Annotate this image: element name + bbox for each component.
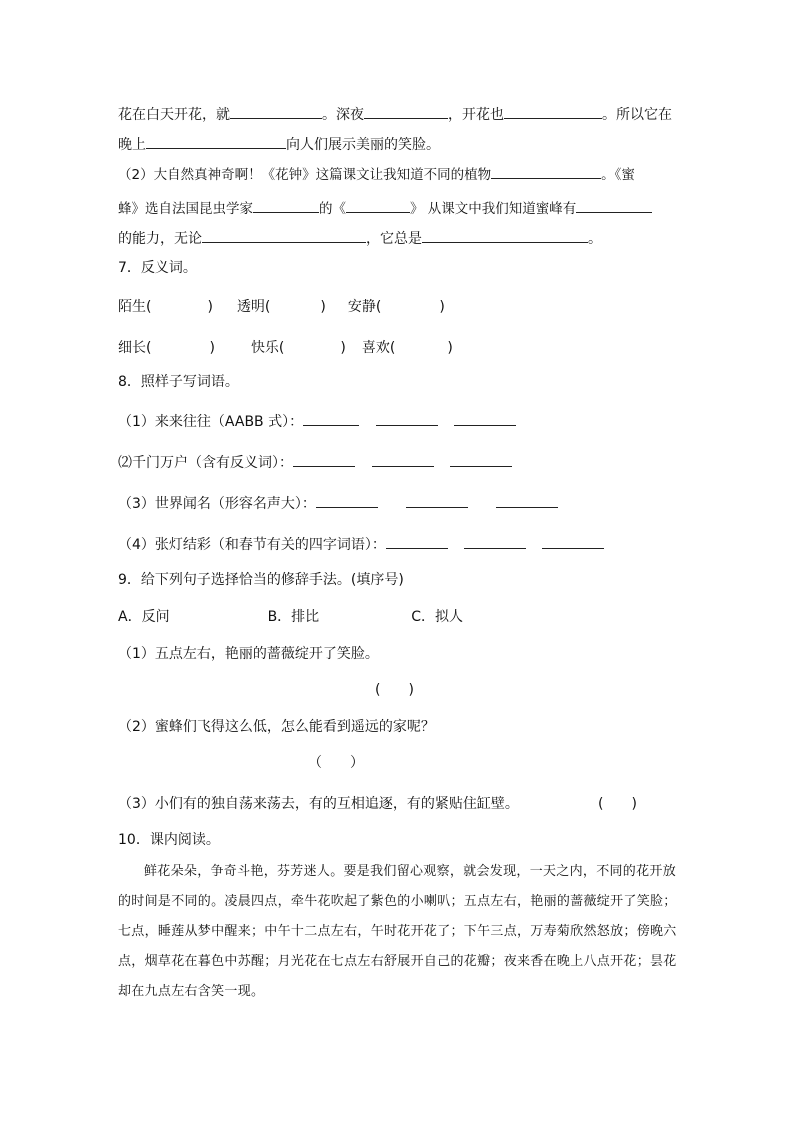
q6-text: ，开花也	[448, 107, 504, 123]
q6-text: 的能力，无论	[118, 231, 202, 247]
q6-line-1	[118, 104, 672, 125]
q6-text: 。《蜜	[601, 167, 635, 183]
answer-blank[interactable]	[316, 493, 378, 508]
q6-text: 的《	[319, 201, 346, 217]
q8-item-text: （3）世界闻名（形容名声大）：	[118, 496, 316, 512]
answer-blank[interactable]	[406, 493, 468, 508]
answer-blank[interactable]	[576, 198, 652, 213]
answer-blank[interactable]	[454, 411, 516, 426]
answer-blank[interactable]	[293, 452, 355, 467]
answer-blank[interactable]	[372, 452, 434, 467]
q6-text: 。深夜	[322, 107, 364, 123]
paren-close: )	[320, 299, 326, 315]
q8-item-2	[118, 452, 512, 473]
q6-line-5	[118, 228, 602, 249]
antonym-word: 快乐(	[250, 340, 285, 356]
q9-options	[118, 607, 463, 627]
q9-sentence-3: （3）小们有的独自荡来荡去，有的互相追逐，有的紧贴住缸壁。	[118, 796, 519, 812]
option-a: A．反问	[118, 609, 170, 625]
option-b: B．排比	[267, 609, 320, 625]
answer-blank[interactable]	[491, 164, 601, 179]
q8-item-1	[118, 411, 516, 432]
answer-blank[interactable]	[496, 493, 558, 508]
q8-title: 8．照样子写词语。	[118, 374, 239, 390]
q8-item-text: ⑵千门万户（含有反义词）：	[118, 455, 293, 471]
antonym-word: 细长(	[118, 340, 152, 356]
q8-item-4	[118, 534, 604, 555]
antonym-word: 安静(	[347, 299, 382, 315]
q7-row-1	[118, 297, 445, 317]
answer-blank[interactable]	[146, 134, 286, 149]
q8-item-text: （4）张灯结彩（和春节有关的四字词语）：	[118, 537, 386, 553]
q6-line-4	[118, 198, 652, 219]
answer-blank[interactable]	[386, 534, 448, 549]
answer-paren[interactable]: ( )	[598, 796, 637, 812]
q8-item-text: （1）来来往往（AABB 式）：	[118, 414, 304, 430]
answer-blank[interactable]	[504, 104, 602, 119]
answer-paren[interactable]: ( )	[375, 682, 414, 698]
answer-blank[interactable]	[464, 534, 526, 549]
answer-paren[interactable]: （ ）	[308, 755, 364, 771]
q8-item-3	[118, 493, 558, 514]
q6-text: 。	[588, 231, 602, 247]
antonym-word: 透明(	[236, 299, 271, 315]
antonym-word: 喜欢(	[361, 340, 396, 356]
answer-blank[interactable]	[253, 198, 319, 213]
q6-text: 蜂》选自法国昆虫学家	[118, 201, 253, 217]
q6-part-2	[118, 164, 635, 185]
q9-sentence-2: （2）蜜蜂们飞得这么低，怎么能看到遥远的家呢？	[118, 719, 435, 735]
antonym-word: 陌生(	[118, 299, 152, 315]
q6-text: ，它总是	[366, 231, 422, 247]
paren-close: )	[340, 340, 346, 356]
paren-close: )	[439, 299, 445, 315]
q6-text: 晚上	[118, 137, 146, 153]
q7-row-2	[118, 338, 453, 358]
q6-text: 向人们展示美丽的笑脸。	[286, 137, 440, 153]
answer-blank[interactable]	[202, 228, 366, 243]
q6-text: 花在白天开花，就	[118, 107, 230, 123]
paren-close: )	[207, 299, 213, 315]
q6-text: 》 从课文中我们知道蜜峰有	[410, 201, 577, 217]
q9-sentence-1: （1）五点左右，艳丽的蔷薇绽开了笑脸。	[118, 646, 379, 662]
q6-line-2	[118, 134, 440, 155]
q6-text: （2）大自然真神奇啊！《花钟》这篇课文让我知道不同的植物	[118, 167, 492, 183]
q9-title: 9．给下列句子选择恰当的修辞手法。(填序号)	[118, 572, 404, 588]
q10-title: 10．课内阅读。	[118, 832, 220, 848]
option-c: C．拟人	[411, 609, 463, 625]
answer-blank[interactable]	[346, 198, 410, 213]
answer-blank[interactable]	[303, 411, 359, 426]
q6-text: 。所以它在	[602, 107, 672, 123]
answer-blank[interactable]	[376, 411, 438, 426]
answer-blank[interactable]	[364, 104, 448, 119]
paren-close: )	[209, 340, 215, 356]
answer-blank[interactable]	[230, 104, 322, 119]
answer-blank[interactable]	[542, 534, 604, 549]
answer-blank[interactable]	[450, 452, 512, 467]
reading-passage: 鲜花朵朵，争奇斗艳，芬芳迷人。要是我们留心观察，就会发现，一天之内，不同的花开放的时间是不同的。凌晨四点，牵牛花吹起了紫色的小喇叭；五点左右，艳丽的蔷薇绽开了笑脸；七点，睡莲从梦中醒来；中午十二点左右，午时花开花了；下午三点，万寿菊欣然怒放；傍晚六点，烟草花在暮色中苏醒；月光花在七点左右舒展开自己的花瓣；夜来香在晚上八点开花；昙花却在九点左右含笑一现。	[118, 864, 677, 999]
paren-close: )	[447, 340, 453, 356]
answer-blank[interactable]	[422, 228, 588, 243]
q7-title: 7．反义词。	[118, 260, 197, 276]
